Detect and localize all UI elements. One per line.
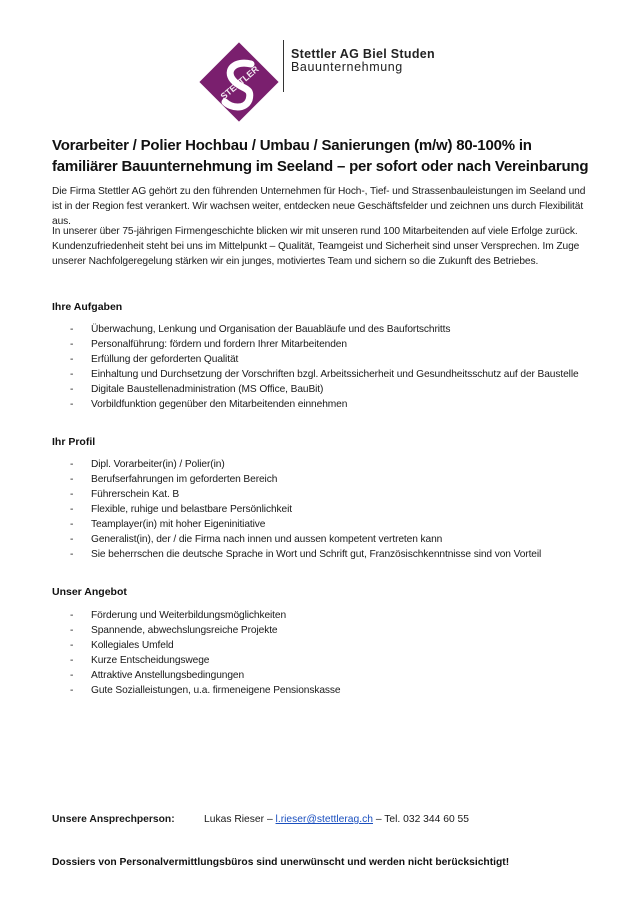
- intro-paragraph-1: Die Firma Stettler AG gehört zu den führenden Unternehmen für Hoch-, Tief- und Strassenbauleistungen im Seeland und ist in der Region fest verankert. Wir wachsen weiter, entdecken neue Geschäftsfelder und zeichnen uns durch Flexibilität aus.: [52, 186, 586, 227]
- section-heading-angebot: Unser Angebot: [52, 586, 127, 598]
- svg-text:STETTLER: STETTLER: [218, 63, 261, 102]
- angebot-list: [70, 608, 590, 698]
- list-item: - Teamplayer(in) mit hoher Eigeninitiative: [70, 519, 266, 530]
- list-item: - Förderung und Weiterbildungsmöglichkeiten: [70, 610, 287, 621]
- section-heading-profil: Ihr Profil: [52, 436, 96, 448]
- footer-note: Dossiers von Personalvermittlungsbüros sind unerwünscht und werden nicht berücksichtigt!: [52, 857, 510, 868]
- company-logo: [199, 42, 279, 122]
- list-item: - Erfüllung der geforderten Qualität: [70, 354, 239, 365]
- aufgaben-list: [70, 322, 590, 412]
- contact-label: Unsere Ansprechperson:: [52, 814, 175, 825]
- list-item: - Personalführung: fördern und fordern Ihrer Mitarbeitenden: [70, 339, 347, 350]
- list-item: - Berufserfahrungen im geforderten Bereich: [70, 474, 278, 485]
- section-heading-aufgaben: Ihre Aufgaben: [52, 301, 123, 313]
- list-item: - Flexible, ruhige und belastbare Persönlichkeit: [70, 504, 292, 515]
- contact-email-link[interactable]: l.rieser@stettlerag.ch: [275, 814, 373, 825]
- list-item: - Führerschein Kat. B: [70, 489, 180, 500]
- stettler-logo-icon: [199, 42, 279, 122]
- list-item: - Kurze Entscheidungswege: [70, 655, 210, 666]
- list-item: - Überwachung, Lenkung und Organisation der Bauabläufe und des Baufortschritts: [70, 324, 451, 335]
- contact-name: Lukas Rieser –: [204, 814, 276, 825]
- list-item: - Vorbildfunktion gegenüber den Mitarbeitenden einnehmen: [70, 399, 348, 410]
- list-item: - Sie beherrschen die deutsche Sprache in Wort und Schrift gut, Französischkenntnisse sind von Vorteil: [70, 549, 542, 560]
- header-divider: [283, 40, 284, 92]
- company-subtitle: Bauunternehmung: [291, 60, 403, 74]
- list-item: - Generalist(in), der / die Firma nach innen und aussen kompetent vertreten kann: [70, 534, 443, 545]
- list-item: - Spannende, abwechslungsreiche Projekte: [70, 625, 278, 636]
- contact-line: [52, 814, 469, 825]
- profil-list: [70, 457, 590, 562]
- contact-phone: – Tel. 032 344 60 55: [373, 814, 469, 825]
- list-item: - Kollegiales Umfeld: [70, 640, 174, 651]
- list-item: - Dipl. Vorarbeiter(in) / Polier(in): [70, 459, 225, 470]
- company-name: Stettler AG Biel Studen: [291, 47, 435, 61]
- intro-paragraph-2: In unserer über 75-jährigen Firmengeschichte blicken wir mit unseren rund 100 Mitarbeitenden auf viele Erfolge zurück. Kundenzufriedenheit steht bei uns im Mittelpunkt – Qualität, Teamgeist und Sicherheit sind unser Versprechen. Im Zuge unserer Nachfolgeregelung stärken wir ein junges, motiviertes Team und sichern so die Zukunft des Betriebes.: [52, 226, 580, 267]
- list-item: - Gute Sozialleistungen, u.a. firmeneigene Pensionskasse: [70, 685, 341, 696]
- job-title: Vorarbeiter / Polier Hochbau / Umbau / Sanierungen (m/w) 80-100% in familiärer Bauunternehmung im Seeland – per sofort oder nach Vereinbarung: [52, 137, 589, 175]
- list-item: - Attraktive Anstellungsbedingungen: [70, 670, 245, 681]
- list-item: - Einhaltung und Durchsetzung der Vorschriften bzgl. Arbeitssicherheit und Gesundheitsschutz auf der Baustelle: [70, 369, 579, 380]
- list-item: - Digitale Baustellenadministration (MS Office, BauBit): [70, 384, 324, 395]
